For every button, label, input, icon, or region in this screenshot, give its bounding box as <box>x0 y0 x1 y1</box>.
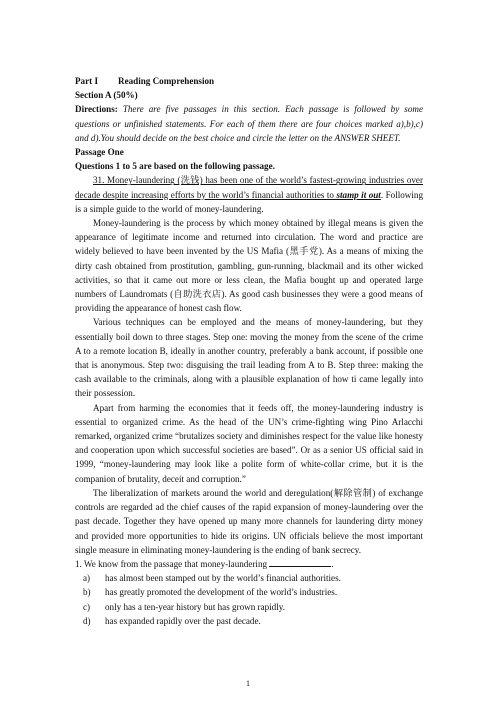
question-1-end: . <box>331 558 334 569</box>
answer-sheet-text: ANSWER SHEET. <box>334 132 401 143</box>
paragraph-4: Apart from harming the economies that it feeds off, the money-laundering industry is essential to organized crime. As the head of the UN’s crime-fighting wing Pino Arlacchi remarked, organized crime “brutalizes society and diminishes respect for the value like honesty and cooperation upon which successful societies are based”. Or as a senior US official said in 1999, “money-laundering may look like a polite form of white-collar crime, but it is the companion of brutality, deceit and corruption.” <box>75 402 423 484</box>
question-1-stem <box>75 557 423 571</box>
section-heading: Section A (50%) <box>75 90 138 101</box>
option-text: only has a ten-year history but has grown rapidly. <box>105 601 285 612</box>
option-label: d) <box>83 615 91 626</box>
option-text: has almost been stamped out by the world’s financial authorities. <box>105 573 341 584</box>
paragraph-1-phrase: stamp it out <box>336 189 381 200</box>
option-d[interactable] <box>83 614 423 628</box>
paragraph-2: Money-laundering is the process by which money obtained by illegal means is given the appearance of legitimate income and returned into circulation. The word and practice are widely believed to have been invented by the US Mafia (黑手党). As a means of mixing the dirty cash obtained from prostitution, gambling, gun-running, blackmail and its other wicked activities, so that it came out more or less clean, the Mafia bought up and operated large numbers of Laundromats (自助洗衣店). As good cash businesses they were a good means of providing the appearance of honest cash flow. <box>75 218 423 314</box>
option-a[interactable] <box>83 571 423 585</box>
directions-text: There are five passages in this section. Each passage is followed by some questions or unfinished statements. For each of them there are four choices marked a),b),c) and d).You should decide on the best choice and circle the letter on the <box>75 104 423 143</box>
answer-blank <box>269 557 334 569</box>
part-title: Reading Comprehension <box>118 76 215 86</box>
page-number: 1 <box>246 679 250 688</box>
question-1-text: 1. We know from the passage that money-laundering <box>75 558 270 569</box>
part-heading <box>75 74 423 88</box>
paragraph-1-underlined: 31. Money-laundering (洗钱) has been one of the world’s fastest-growing industries over decade despite increasing efforts by the world’s financial authorities to <box>75 175 423 200</box>
paragraph-1-rest: . Following is a simple guide to the world of money-laundering. <box>75 189 423 214</box>
questions-intro: Questions 1 to 5 are based on the following passage. <box>75 161 275 172</box>
option-label: c) <box>83 601 91 612</box>
option-label: a) <box>83 573 91 584</box>
paragraph-5: The liberalization of markets around the world and deregulation(解除管制) of exchange controls are regarded ad the chief causes of the rapid expansion of money-laundering over the past decade. Together they have opened up many more channels for laundering dirty money and provided more opportunities to hide its origins. UN officials believe the most important single measure in eliminating money-laundering is the ending of bank secrecy. <box>75 487 423 555</box>
paragraph-1 <box>75 173 423 216</box>
passage-title: Passage One <box>75 147 124 158</box>
part-label: Part I <box>75 76 98 86</box>
option-b[interactable] <box>83 585 423 599</box>
paragraph-3: Various techniques can be employed and the means of money-laundering, but they essentially boil down to three stages. Step one: moving the money from the scene of the crime A to a remote location B, ideally in another country, preferably a bank account, if possible one that is anonymous. Step two: disguising the trail leading from A to B. Step three: making the cash available to the criminals, along with a plausible explanation of how ti came legally into their possession. <box>75 317 423 399</box>
directions <box>75 102 423 145</box>
option-text: has greatly promoted the development of the world’s industries. <box>105 587 338 598</box>
option-text: has expanded rapidly over the past decade. <box>105 615 261 626</box>
directions-label: Directions: <box>75 104 118 115</box>
option-label: b) <box>83 587 91 598</box>
option-c[interactable] <box>83 600 423 614</box>
document-page <box>75 74 423 628</box>
